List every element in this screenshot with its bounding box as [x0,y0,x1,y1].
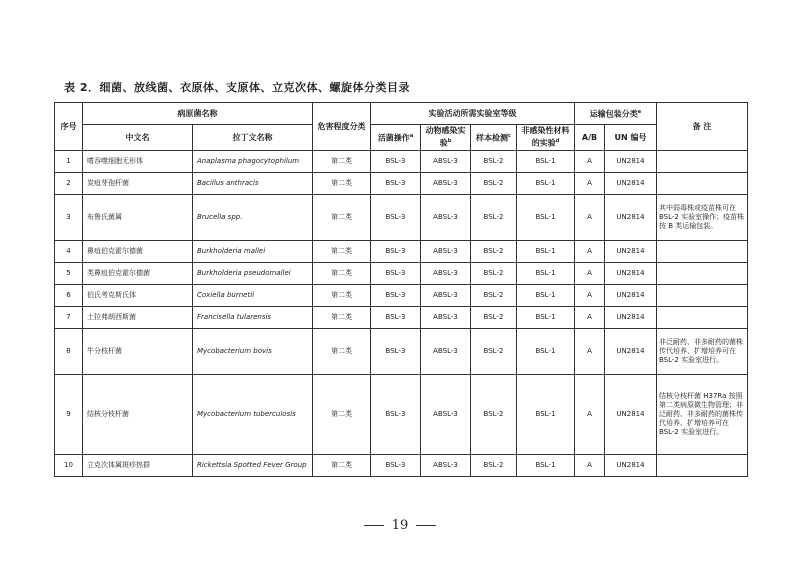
cell-remarks [657,263,748,285]
cell-sample: BSL-2 [471,375,517,455]
cell-remarks [657,173,748,195]
cell-chinese-name: 布鲁氏菌属 [83,195,193,241]
cell-latin-name: Francisella tularensis [193,307,313,329]
cell-sample: BSL-2 [471,195,517,241]
cell-latin-name: Bacillus anthracis [193,173,313,195]
header-sample: 样本检测$^c$ [471,125,517,151]
cell-sample: BSL-2 [471,455,517,477]
cell-animal: ABSL-3 [421,285,471,307]
cell-live-op: BSL-3 [371,375,421,455]
cell-hazard: 第二类 [313,151,371,173]
cell-hazard: 第二类 [313,375,371,455]
cell-seq: 7 [55,307,83,329]
cell-animal: ABSL-3 [421,151,471,173]
cell-seq: 2 [55,173,83,195]
cell-ab: A [575,455,605,477]
header-un: UN 编号 [605,125,657,151]
cell-animal: ABSL-3 [421,329,471,375]
cell-latin-name: Burkholderia pseudomallei [193,263,313,285]
cell-seq: 8 [55,329,83,375]
cell-live-op: BSL-3 [371,195,421,241]
cell-animal: ABSL-3 [421,375,471,455]
cell-chinese-name: 炭疽芽孢杆菌 [83,173,193,195]
table-row [55,375,748,455]
cell-chinese-name: 土拉弗朗西斯菌 [83,307,193,329]
cell-noninf: BSL-1 [517,285,575,307]
header-latin-name: 拉丁文名称 [193,125,313,151]
cell-ab: A [575,195,605,241]
cell-chinese-name: 结核分枝杆菌 [83,375,193,455]
cell-chinese-name: 伯氏考克斯氏体 [83,285,193,307]
cell-remarks [657,241,748,263]
cell-seq: 4 [55,241,83,263]
cell-live-op: BSL-3 [371,329,421,375]
cell-ab: A [575,173,605,195]
cell-remarks [657,307,748,329]
cell-animal: ABSL-3 [421,173,471,195]
cell-hazard: 第二类 [313,263,371,285]
cell-noninf: BSL-1 [517,151,575,173]
cell-chinese-name: 嗜吞噬细胞无形体 [83,151,193,173]
cell-sample: BSL-2 [471,329,517,375]
cell-live-op: BSL-3 [371,455,421,477]
cell-live-op: BSL-3 [371,241,421,263]
cell-live-op: BSL-3 [371,285,421,307]
cell-un: UN2814 [605,455,657,477]
cell-ab: A [575,307,605,329]
cell-animal: ABSL-3 [421,455,471,477]
cell-remarks: 非泛耐药、非多耐药的菌株传代培养、扩增培养可在 BSL-2 实验室进行。 [657,329,748,375]
pathogen-table [54,102,748,477]
cell-un: UN2814 [605,241,657,263]
cell-live-op: BSL-3 [371,307,421,329]
cell-seq: 10 [55,455,83,477]
cell-un: UN2814 [605,307,657,329]
cell-noninf: BSL-1 [517,329,575,375]
header-chinese-name: 中文名 [83,125,193,151]
cell-un: UN2814 [605,173,657,195]
header-transport: 运输包装分类$^e$ [575,103,657,125]
cell-ab: A [575,151,605,173]
cell-animal: ABSL-3 [421,263,471,285]
cell-latin-name: Mycobacterium bovis [193,329,313,375]
cell-un: UN2814 [605,329,657,375]
cell-animal: ABSL-3 [421,307,471,329]
cell-noninf: BSL-1 [517,263,575,285]
cell-hazard: 第二类 [313,285,371,307]
header-ab: A/B [575,125,605,151]
cell-chinese-name: 牛分枝杆菌 [83,329,193,375]
header-seq: 序号 [55,103,83,151]
header-animal: 动物感染实验$^b$ [421,125,471,151]
cell-remarks: 结核分枝杆菌 H37Ra 按照第二类病原微生物管理；非泛耐药、非多耐药的菌株传代培养、扩增培养可在 BSL-2 实验室进行。 [657,375,748,455]
cell-un: UN2814 [605,375,657,455]
cell-un: UN2814 [605,263,657,285]
cell-live-op: BSL-3 [371,151,421,173]
header-lab-level: 实验活动所需实验室等级 [371,103,575,125]
cell-noninf: BSL-1 [517,241,575,263]
cell-hazard: 第二类 [313,173,371,195]
cell-hazard: 第二类 [313,241,371,263]
cell-seq: 3 [55,195,83,241]
page-number: 19 [0,518,800,533]
table-row [55,285,748,307]
cell-live-op: BSL-3 [371,173,421,195]
cell-seq: 9 [55,375,83,455]
cell-latin-name: Anaplasma phagocytophilum [193,151,313,173]
cell-chinese-name: 类鼻疽伯克霍尔德菌 [83,263,193,285]
table-row [55,307,748,329]
cell-sample: BSL-2 [471,307,517,329]
cell-hazard: 第二类 [313,329,371,375]
cell-sample: BSL-2 [471,241,517,263]
cell-noninf: BSL-1 [517,173,575,195]
table-row [55,151,748,173]
table-row [55,195,748,241]
cell-seq: 1 [55,151,83,173]
cell-hazard: 第二类 [313,455,371,477]
cell-noninf: BSL-1 [517,375,575,455]
cell-un: UN2814 [605,285,657,307]
cell-latin-name: Coxiella burnetii [193,285,313,307]
cell-ab: A [575,285,605,307]
cell-sample: BSL-2 [471,285,517,307]
cell-latin-name: Mycobacterium tuberculosis [193,375,313,455]
cell-un: UN2814 [605,195,657,241]
cell-hazard: 第二类 [313,307,371,329]
cell-remarks [657,151,748,173]
cell-sample: BSL-2 [471,263,517,285]
table-row [55,329,748,375]
table-row [55,241,748,263]
cell-ab: A [575,263,605,285]
cell-hazard: 第二类 [313,195,371,241]
cell-un: UN2814 [605,151,657,173]
cell-ab: A [575,241,605,263]
cell-noninf: BSL-1 [517,307,575,329]
cell-remarks [657,455,748,477]
cell-chinese-name: 鼻疽伯克霍尔德菌 [83,241,193,263]
table-title: 表 2．细菌、放线菌、衣原体、支原体、立克次体、螺旋体分类目录 [64,81,410,94]
cell-sample: BSL-2 [471,173,517,195]
header-hazard: 危害程度分类 [313,103,371,151]
cell-live-op: BSL-3 [371,263,421,285]
header-remarks: 备 注 [657,103,748,151]
header-live-op: 活菌操作$^a$ [371,125,421,151]
cell-chinese-name: 立克次体属斑疹热群 [83,455,193,477]
cell-noninf: BSL-1 [517,455,575,477]
cell-remarks [657,285,748,307]
header-pathogen-name: 病原菌名称 [83,103,313,125]
table-row [55,263,748,285]
cell-ab: A [575,375,605,455]
cell-latin-name: Brucella spp. [193,195,313,241]
cell-remarks: 其中弱毒株或疫苗株可在 BSL-2 实验室操作；疫苗株按 B 类运输包装。 [657,195,748,241]
header-noninf: 非感染性材料的实验$^d$ [517,125,575,151]
cell-latin-name: Burkholderia mallei [193,241,313,263]
cell-ab: A [575,329,605,375]
table-row [55,455,748,477]
cell-noninf: BSL-1 [517,195,575,241]
cell-animal: ABSL-3 [421,195,471,241]
cell-seq: 5 [55,263,83,285]
table-row [55,173,748,195]
cell-seq: 6 [55,285,83,307]
cell-latin-name: Rickettsia Spotted Fever Group [193,455,313,477]
cell-animal: ABSL-3 [421,241,471,263]
cell-sample: BSL-2 [471,151,517,173]
